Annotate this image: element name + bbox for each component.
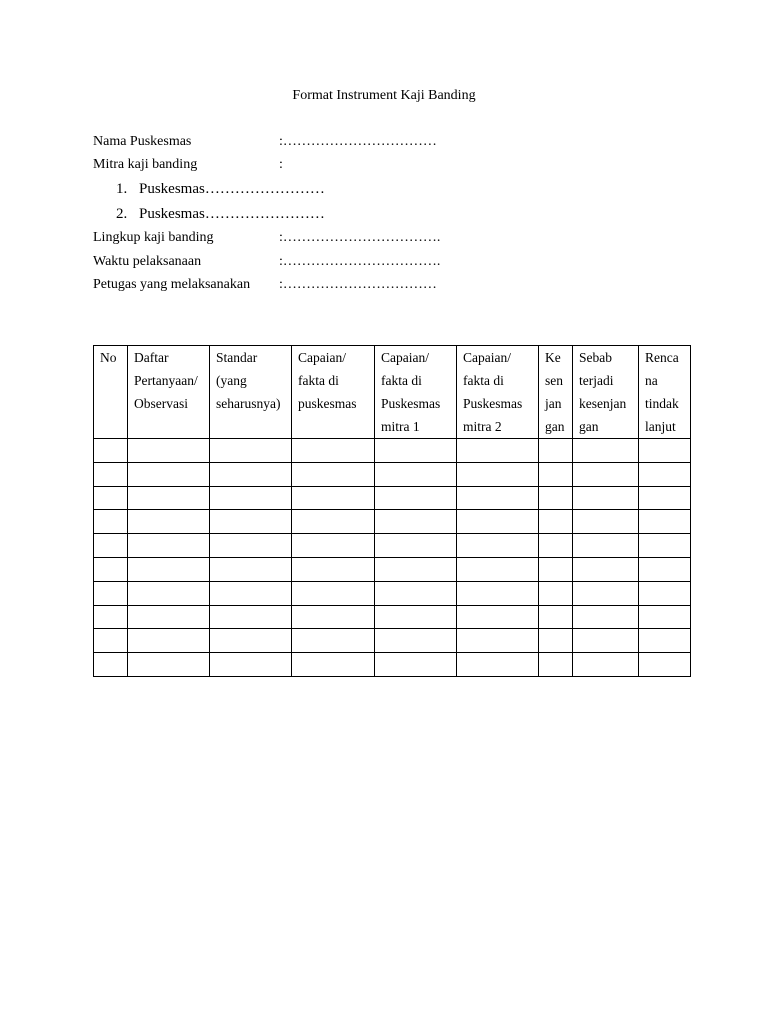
table-cell: [292, 629, 375, 653]
table-cell: [573, 629, 639, 653]
table-cell: [539, 629, 573, 653]
table-header-row: [94, 346, 691, 439]
table-header-cell: [573, 346, 639, 439]
document-title: Format Instrument Kaji Banding: [292, 88, 476, 103]
table-cell: [539, 581, 573, 605]
table-header-cell: [210, 346, 292, 439]
table-cell: [573, 581, 639, 605]
field-value: :: [279, 157, 283, 172]
table-row: [94, 557, 691, 581]
list-text: Puskesmas……………………: [139, 181, 325, 197]
table-cell: [292, 653, 375, 677]
table-cell: [210, 510, 292, 534]
field-label: Mitra kaji banding: [93, 157, 198, 172]
table-cell: [128, 510, 210, 534]
table-cell: [94, 629, 128, 653]
table-cell: [292, 605, 375, 629]
table-cell: [639, 462, 691, 486]
table-cell: [128, 653, 210, 677]
table-cell: [94, 534, 128, 558]
table-header-text: No: [100, 350, 117, 365]
table-cell: [128, 581, 210, 605]
table-cell: [457, 534, 539, 558]
table-cell: [573, 653, 639, 677]
table-cell: [94, 462, 128, 486]
table-header-cell: [375, 346, 457, 439]
table-header-text: Capaian/: [298, 350, 346, 365]
table-row: [94, 605, 691, 629]
table-row: [94, 629, 691, 653]
table-cell: [539, 510, 573, 534]
table-header-text: Pertanyaan/: [134, 373, 198, 388]
table-cell: [94, 557, 128, 581]
table-header-text: seharusnya): [216, 396, 281, 411]
table-cell: [375, 462, 457, 486]
field-label: Lingkup kaji banding: [93, 230, 214, 245]
table-header-text: Observasi: [134, 396, 188, 411]
table-cell: [128, 629, 210, 653]
table-cell: [539, 653, 573, 677]
list-number: 2.: [116, 206, 128, 222]
table-header-text: Puskesmas: [381, 396, 441, 411]
table-row: [94, 439, 691, 463]
table-cell: [375, 653, 457, 677]
table-header-text: gan: [579, 419, 599, 434]
table-header-cell: [457, 346, 539, 439]
table-cell: [639, 439, 691, 463]
table-header-text: na: [645, 373, 658, 388]
field-label: Waktu pelaksanaan: [93, 254, 202, 269]
table-header-cell: [128, 346, 210, 439]
table-header-text: sen: [545, 373, 563, 388]
table-header-text: Standar: [216, 350, 258, 365]
table-cell: [375, 557, 457, 581]
table-cell: [94, 486, 128, 510]
table-cell: [639, 486, 691, 510]
table-cell: [128, 439, 210, 463]
table-header-text: terjadi: [579, 373, 614, 388]
table-cell: [210, 581, 292, 605]
table-cell: [128, 534, 210, 558]
table-cell: [573, 534, 639, 558]
table-cell: [457, 605, 539, 629]
table-row: [94, 486, 691, 510]
table-header-text: Capaian/: [381, 350, 429, 365]
table-cell: [639, 581, 691, 605]
table-cell: [94, 510, 128, 534]
table-cell: [639, 629, 691, 653]
table-header-text: gan: [545, 419, 565, 434]
table-cell: [457, 486, 539, 510]
table-cell: [573, 486, 639, 510]
table-cell: [94, 581, 128, 605]
table-header-text: lanjut: [645, 419, 676, 434]
table-cell: [539, 557, 573, 581]
field-value: :…………………………….: [279, 254, 441, 269]
table-header-text: fakta di: [298, 373, 339, 388]
table-cell: [639, 557, 691, 581]
table-cell: [292, 581, 375, 605]
table-cell: [210, 653, 292, 677]
table-cell: [457, 439, 539, 463]
table-cell: [292, 439, 375, 463]
table-header-text: Capaian/: [463, 350, 511, 365]
table-cell: [457, 581, 539, 605]
table-cell: [539, 439, 573, 463]
table-cell: [457, 653, 539, 677]
table-cell: [375, 534, 457, 558]
table-cell: [639, 510, 691, 534]
table-cell: [94, 605, 128, 629]
field-label: Petugas yang melaksanakan: [93, 277, 251, 292]
table-header-cell: [94, 346, 128, 439]
table-cell: [573, 462, 639, 486]
table-cell: [639, 534, 691, 558]
table-cell: [128, 605, 210, 629]
table-cell: [375, 439, 457, 463]
table-cell: [639, 605, 691, 629]
table-cell: [457, 510, 539, 534]
table-cell: [457, 462, 539, 486]
table-cell: [573, 605, 639, 629]
table-header-cell: [292, 346, 375, 439]
table-cell: [210, 486, 292, 510]
table-cell: [539, 605, 573, 629]
table-header-text: puskesmas: [298, 396, 357, 411]
table-cell: [292, 462, 375, 486]
table-header-text: mitra 2: [463, 419, 502, 434]
table-row: [94, 653, 691, 677]
table-header-text: Renca: [645, 350, 679, 365]
table-cell: [210, 557, 292, 581]
table-cell: [539, 534, 573, 558]
table-header-text: jan: [545, 396, 562, 411]
table-cell: [539, 462, 573, 486]
table-header-cell: [639, 346, 691, 439]
table-cell: [292, 534, 375, 558]
table-header-text: Puskesmas: [463, 396, 523, 411]
table-cell: [457, 629, 539, 653]
table-cell: [457, 557, 539, 581]
field-value: :……………………………: [279, 277, 437, 292]
table-cell: [292, 557, 375, 581]
table-row: [94, 510, 691, 534]
table-cell: [375, 581, 457, 605]
table-header-text: tindak: [645, 396, 679, 411]
table-cell: [210, 605, 292, 629]
table-header-text: (yang: [216, 373, 247, 388]
table-cell: [128, 557, 210, 581]
table-cell: [210, 462, 292, 486]
table-cell: [292, 510, 375, 534]
table-cell: [375, 629, 457, 653]
table-cell: [94, 653, 128, 677]
table-header-text: fakta di: [463, 373, 504, 388]
table-header-text: Sebab: [579, 350, 612, 365]
table-cell: [128, 486, 210, 510]
table-cell: [639, 653, 691, 677]
field-label: Nama Puskesmas: [93, 134, 192, 149]
table-row: [94, 462, 691, 486]
table-cell: [210, 439, 292, 463]
table-header-text: Ke: [545, 350, 561, 365]
table-cell: [210, 629, 292, 653]
table-cell: [573, 439, 639, 463]
table-cell: [573, 510, 639, 534]
table-header-text: mitra 1: [381, 419, 420, 434]
table-cell: [375, 510, 457, 534]
list-number: 1.: [116, 181, 128, 197]
list-text: Puskesmas……………………: [139, 206, 325, 222]
field-value: :…………………………….: [279, 230, 441, 245]
table-header-text: fakta di: [381, 373, 422, 388]
table-body: [94, 439, 691, 677]
table-header-text: Daftar: [134, 350, 169, 365]
table-cell: [573, 557, 639, 581]
table-header-text: kesenjan: [579, 396, 627, 411]
table-cell: [375, 486, 457, 510]
table-cell: [94, 439, 128, 463]
table-cell: [210, 534, 292, 558]
field-value: :……………………………: [279, 134, 437, 149]
table-row: [94, 581, 691, 605]
table-cell: [539, 486, 573, 510]
table-cell: [128, 462, 210, 486]
table-header-cell: [539, 346, 573, 439]
table-row: [94, 534, 691, 558]
table-cell: [375, 605, 457, 629]
kaji-banding-table: [93, 345, 691, 677]
table-cell: [292, 486, 375, 510]
